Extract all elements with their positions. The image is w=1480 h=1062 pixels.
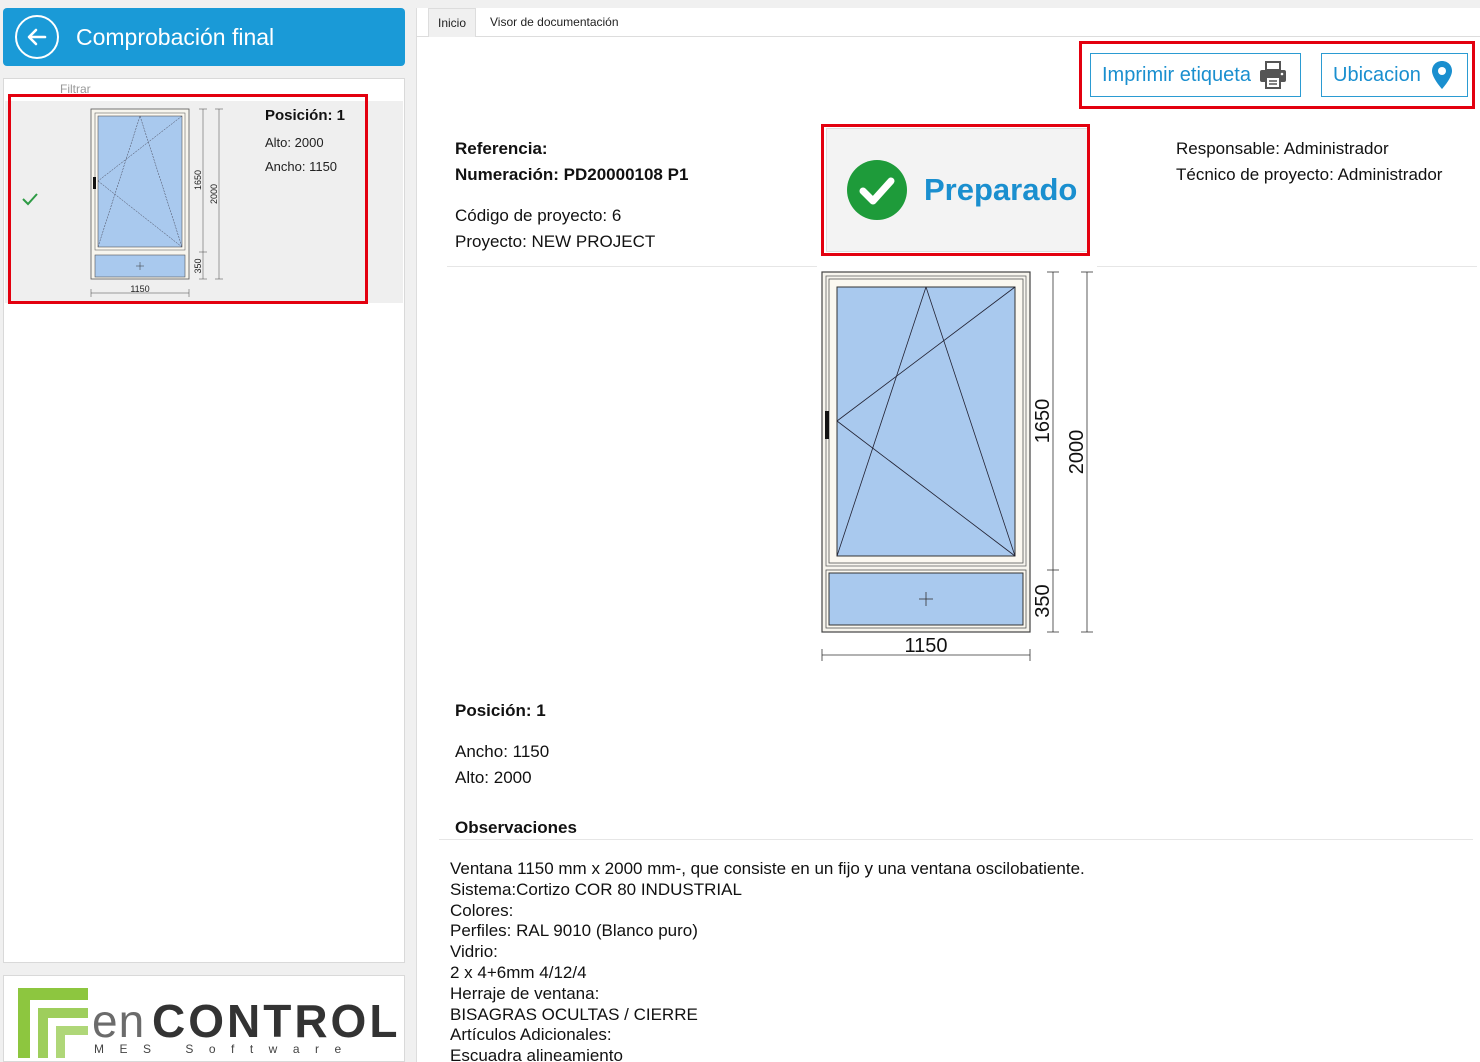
responsable: Responsable: Administrador	[1176, 139, 1389, 158]
location-button[interactable]	[1321, 53, 1468, 97]
printer-icon	[1258, 60, 1288, 90]
map-pin-icon	[1431, 60, 1453, 90]
observation-line: Colores:	[450, 900, 514, 920]
left-header	[3, 8, 405, 66]
status-badge	[826, 128, 1090, 252]
tab-visor-documentacion[interactable]: Visor de documentación	[490, 15, 619, 29]
window-thumbnail	[83, 105, 243, 299]
logo-en: en	[92, 995, 146, 1047]
position-list	[3, 78, 405, 963]
print-label-text: Imprimir etiqueta	[1102, 63, 1251, 86]
window-drawing	[813, 266, 1113, 676]
location-text: Ubicacion	[1333, 63, 1421, 86]
observations-text	[450, 859, 1085, 1062]
tab-bar	[417, 8, 1480, 37]
referencia-label: Referencia:	[455, 139, 548, 158]
page-title: Comprobación final	[76, 23, 275, 50]
observation-line: Ventana 1150 mm x 2000 mm-, que consiste en un fijo y una ventana oscilobatiente.	[450, 859, 1085, 878]
observation-line: 2 x 4+6mm 4/12/4	[450, 962, 587, 982]
position-title: Posición: 1	[455, 701, 546, 720]
thumb-dim-width: 1150	[130, 284, 150, 294]
dim-height-top: 1650	[1032, 398, 1054, 444]
arrow-left-circle-icon	[25, 25, 49, 49]
thumb-dim-height-total: 2000	[209, 183, 219, 205]
filter-input[interactable]: Filtrar	[60, 82, 91, 96]
observation-line: Escuadra alineamiento	[450, 1046, 623, 1062]
print-label-button[interactable]	[1090, 53, 1301, 97]
divider	[439, 839, 1473, 840]
divider	[1097, 266, 1477, 267]
item-position: Posición: 1	[265, 107, 346, 124]
thumb-dim-height-top: 1650	[193, 169, 203, 191]
tecnico-proyecto: Técnico de proyecto: Administrador	[1176, 165, 1443, 184]
check-circle-icon	[846, 159, 908, 221]
status-label: Preparado	[924, 172, 1078, 207]
check-icon	[21, 191, 39, 207]
item-ancho: Ancho: 1150	[265, 159, 338, 174]
logo-subtitle: MES Software	[94, 1042, 357, 1056]
proyecto: Proyecto: NEW PROJECT	[455, 232, 656, 251]
observation-line: Artículos Adicionales:	[450, 1025, 612, 1045]
dim-height-bottom: 350	[1032, 584, 1054, 618]
list-item[interactable]	[5, 101, 403, 303]
tab-inicio[interactable]: Inicio	[428, 8, 476, 37]
observation-line: BISAGRAS OCULTAS / CIERRE	[450, 1004, 698, 1024]
back-button[interactable]	[15, 15, 59, 59]
reference-block	[455, 136, 688, 255]
thumb-dim-height-bottom: 350	[193, 258, 203, 274]
position-ancho: Ancho: 1150	[455, 742, 550, 761]
numeracion: Numeración: PD20000108 P1	[455, 165, 689, 184]
observation-line: Sistema:Cortizo COR 80 INDUSTRIAL	[450, 879, 742, 899]
dim-height-total: 2000	[1066, 429, 1088, 475]
responsible-block	[1176, 136, 1442, 188]
codigo-proyecto: Código de proyecto: 6	[455, 206, 622, 225]
logo	[3, 975, 405, 1062]
divider	[447, 266, 817, 267]
logo-control: CONTROL	[152, 995, 401, 1047]
detail-panel	[416, 8, 1480, 1062]
encontrol-logo-icon	[18, 988, 88, 1058]
observation-line: Perfiles: RAL 9010 (Blanco puro)	[450, 921, 698, 941]
observations-title: Observaciones	[455, 818, 577, 837]
observation-line: Vidrio:	[450, 942, 498, 962]
item-alto: Alto: 2000	[265, 135, 324, 150]
observation-line: Herraje de ventana:	[450, 983, 600, 1003]
position-alto: Alto: 2000	[455, 768, 532, 787]
dim-width: 1150	[904, 635, 948, 657]
